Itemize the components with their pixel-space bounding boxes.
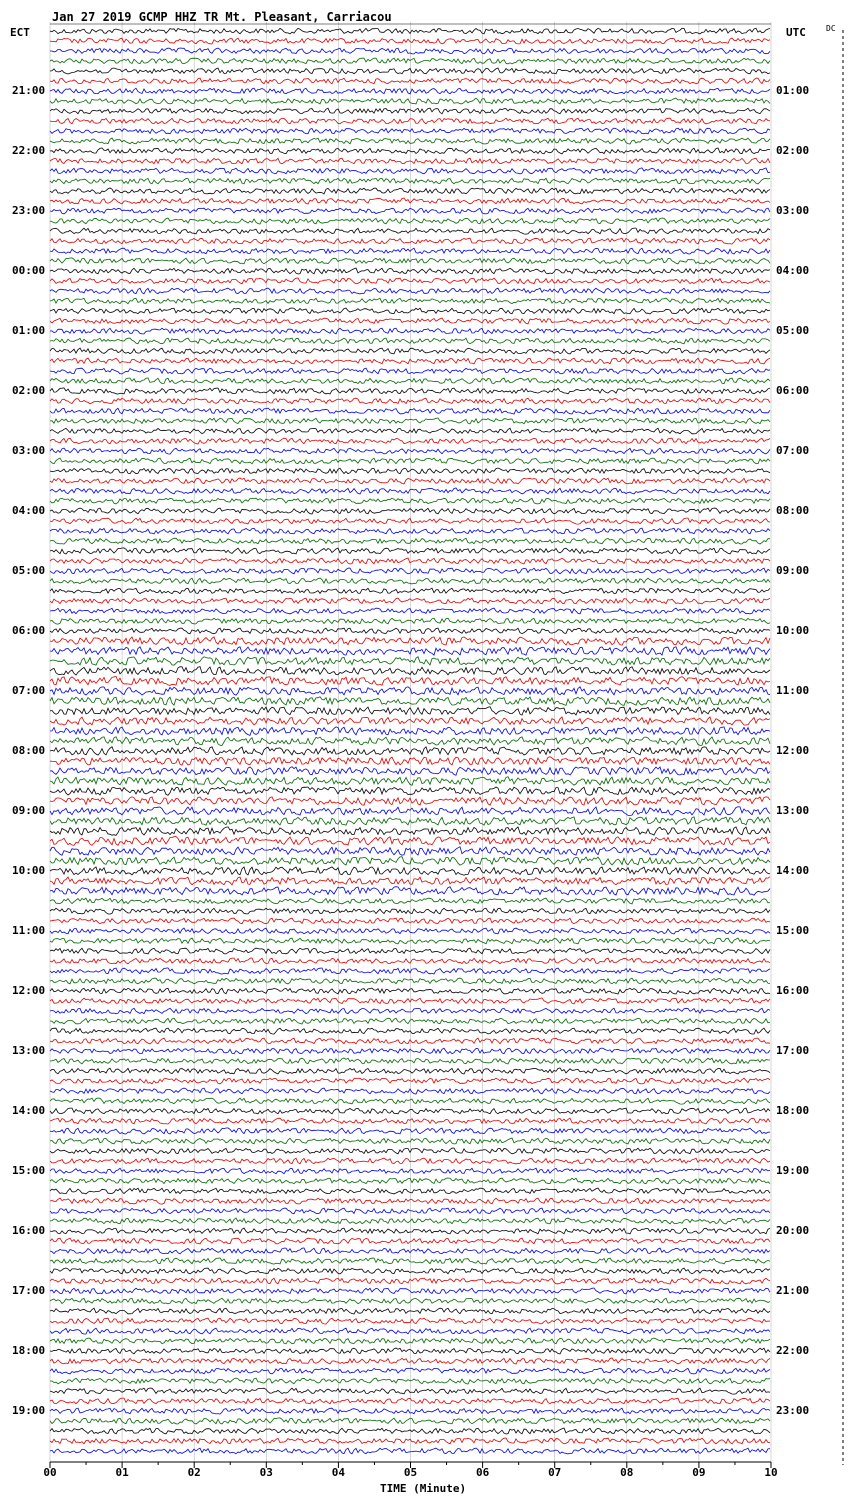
seismic-trace [50,358,770,364]
seismic-trace [50,797,770,806]
right-time-label: 06:00 [776,384,810,397]
right-time-label: 23:00 [776,1404,810,1417]
seismic-trace [50,468,770,474]
seismic-trace [50,887,770,896]
seismic-trace [50,1048,770,1054]
seismic-trace [50,518,770,524]
seismic-trace [50,1428,770,1434]
seismic-trace [50,578,770,584]
right-time-label: 12:00 [776,744,810,757]
seismic-trace [50,938,770,944]
right-time-label: 02:00 [776,144,810,157]
seismic-trace [50,88,770,94]
left-time-label: 00:00 [12,264,46,277]
seismic-trace [50,727,770,736]
seismic-trace [50,428,770,434]
seismic-trace [50,108,770,114]
seismic-trace [50,1378,770,1384]
x-tick-label: 07 [548,1466,562,1479]
left-time-label: 22:00 [12,144,46,157]
seismic-trace [50,78,770,84]
right-time-label: 09:00 [776,564,810,577]
seismic-trace [50,1388,770,1394]
seismic-trace [50,398,770,404]
seismic-trace [50,118,770,124]
seismic-trace [50,38,770,44]
seismic-trace [50,1198,770,1204]
seismic-trace [50,1158,770,1164]
right-time-label: 20:00 [776,1224,810,1237]
seismic-trace [50,1338,770,1344]
x-tick-label: 09 [692,1466,706,1479]
seismic-trace [50,1078,770,1084]
seismic-trace [50,368,770,374]
seismic-trace [50,1318,770,1324]
seismic-trace [50,1298,770,1304]
seismic-trace [50,1138,770,1144]
seismic-trace [50,498,770,504]
x-tick-label: 04 [331,1466,346,1479]
left-time-label: 18:00 [12,1344,46,1357]
left-time-label: 14:00 [12,1104,46,1117]
x-tick-label: 08 [620,1466,634,1479]
left-time-label: 11:00 [12,924,46,937]
seismic-trace [50,1008,770,1014]
seismic-trace [50,697,770,706]
seismic-trace [50,288,770,294]
right-timezone-label: UTC [786,26,806,39]
seismic-trace [50,328,770,334]
seismic-trace [50,308,770,314]
left-time-label: 03:00 [12,444,46,457]
seismic-trace [50,338,770,344]
left-time-label: 04:00 [12,504,46,517]
seismic-trace [50,958,770,964]
seismic-trace [50,1038,770,1044]
seismic-trace [50,1398,770,1404]
left-timezone-label: ECT [10,26,30,39]
seismic-trace [50,68,770,74]
seismic-trace [50,628,770,634]
seismic-trace [50,637,770,645]
seismic-trace [50,1348,770,1354]
seismic-trace [50,168,770,174]
seismic-trace [50,968,770,974]
seismic-trace [50,598,770,604]
seismic-trace [50,1448,770,1454]
left-time-label: 17:00 [12,1284,46,1297]
seismic-trace [50,1368,770,1374]
seismic-trace [50,318,770,324]
seismic-trace [50,298,770,304]
right-time-label: 17:00 [776,1044,810,1057]
seismic-trace [50,757,770,765]
seismic-trace [50,1308,770,1314]
seismic-trace [50,1118,770,1124]
left-time-label: 15:00 [12,1164,46,1177]
seismic-trace [50,1358,770,1364]
seismic-trace [50,528,770,534]
seismic-trace [50,948,770,954]
seismic-trace [50,48,770,54]
seismic-trace [50,208,770,214]
seismic-trace [50,128,770,134]
seismic-trace [50,478,770,484]
seismic-trace [50,988,770,994]
left-time-label: 06:00 [12,624,46,637]
seismic-trace [50,1098,770,1104]
x-tick-label: 02 [187,1466,201,1479]
seismic-trace [50,1408,770,1414]
right-time-label: 03:00 [776,204,810,217]
seismic-trace [50,787,770,795]
x-tick-label: 03 [259,1466,273,1479]
right-time-label: 13:00 [776,804,810,817]
right-time-label: 01:00 [776,84,810,97]
seismic-trace [50,218,770,224]
seismic-trace [50,58,770,64]
seismic-trace [50,138,770,144]
seismic-trace [50,378,770,384]
seismic-trace [50,687,770,695]
seismic-trace [50,777,770,786]
seismic-trace [50,1128,770,1134]
seismic-trace [50,608,770,614]
seismic-trace [50,1208,770,1214]
seismic-trace [50,238,770,244]
left-time-label: 01:00 [12,324,46,337]
seismic-trace [50,408,770,414]
seismic-trace [50,1068,770,1074]
seismic-trace [50,248,770,254]
left-time-label: 02:00 [12,384,46,397]
seismic-trace [50,717,770,725]
seismic-trace [50,1178,770,1184]
seismic-trace [50,677,770,686]
seismic-trace [50,228,770,234]
seismic-trace [50,857,770,865]
left-time-label: 23:00 [12,204,46,217]
seismic-trace [50,588,770,594]
x-axis-label: TIME (Minute) [380,1482,467,1495]
seismic-trace [50,268,770,274]
seismic-trace [50,1438,770,1444]
seismic-trace [50,1028,770,1034]
seismic-trace [50,1418,770,1424]
seismic-trace [50,1168,770,1174]
left-time-label: 07:00 [12,684,46,697]
seismic-trace [50,438,770,444]
seismic-trace [50,558,770,564]
right-time-label: 05:00 [776,324,810,337]
seismic-trace [50,827,770,836]
seismic-trace [50,348,770,354]
seismic-trace [50,178,770,184]
seismic-trace [50,1108,770,1114]
seismic-traces [50,28,770,1454]
right-time-label: 18:00 [776,1104,810,1117]
seismic-trace [50,198,770,204]
seismic-trace [50,867,770,875]
right-time-label: 21:00 [776,1284,810,1297]
seismic-trace [50,918,770,924]
seismic-trace [50,1058,770,1064]
seismic-trace [50,188,770,194]
seismic-trace [50,1148,770,1154]
seismic-trace [50,1268,770,1274]
left-time-label: 08:00 [12,744,46,757]
left-time-label: 10:00 [12,864,46,877]
left-time-label: 05:00 [12,564,46,577]
seismic-trace [50,1278,770,1284]
seismic-trace [50,747,770,755]
seismic-trace [50,1288,770,1294]
seismic-trace [50,1248,770,1254]
x-tick-label: 00 [43,1466,57,1479]
seismic-trace [50,98,770,104]
right-time-label: 14:00 [776,864,810,877]
seismic-trace [50,1018,770,1024]
left-time-label: 12:00 [12,984,46,997]
seismic-trace [50,1328,770,1334]
minute-gridlines [50,22,771,1462]
seismic-trace [50,28,770,34]
seismic-trace [50,448,770,454]
left-time-label: 13:00 [12,1044,46,1057]
right-time-label: 15:00 [776,924,810,937]
right-time-label: 08:00 [776,504,810,517]
seismic-trace [50,1258,770,1264]
x-tick-label: 06 [475,1466,490,1479]
x-tick-label: 10 [764,1466,778,1479]
seismic-trace [50,847,770,856]
left-time-label: 16:00 [12,1224,46,1237]
x-tick-label: 05 [403,1466,418,1479]
seismic-trace [50,388,770,394]
seismic-trace [50,1188,770,1194]
seismic-trace [50,458,770,464]
seismic-trace [50,548,770,554]
left-time-label: 19:00 [12,1404,46,1417]
right-time-label: 10:00 [776,624,810,637]
x-tick-label: 01 [115,1466,129,1479]
seismic-trace [50,998,770,1004]
seismic-trace [50,148,770,154]
seismic-trace [50,1228,770,1234]
seismic-trace [50,1218,770,1224]
right-time-label: 19:00 [776,1164,810,1177]
seismic-trace [50,898,770,904]
left-time-label: 21:00 [12,84,46,97]
seismic-trace [50,877,770,885]
seismic-trace [50,508,770,514]
seismic-trace [50,158,770,164]
seismic-trace [50,418,770,424]
seismic-trace [50,707,770,715]
seismic-trace [50,667,770,676]
right-time-label: 22:00 [776,1344,810,1357]
seismic-trace [50,1238,770,1244]
chart-title: Jan 27 2019 GCMP HHZ TR Mt. Pleasant, Carriacou [52,10,392,24]
left-time-label: 09:00 [12,804,46,817]
seismic-trace [50,978,770,984]
dc-label: DC [826,24,836,33]
right-time-label: 11:00 [776,684,810,697]
seismic-trace [50,1088,770,1094]
seismic-trace [50,908,770,914]
seismic-trace [50,807,770,816]
right-time-label: 07:00 [776,444,810,457]
seismic-trace [50,258,770,264]
seismic-trace [50,817,770,825]
right-time-label: 16:00 [776,984,810,997]
seismic-trace [50,647,770,655]
seismic-trace [50,488,770,494]
seismic-trace [50,538,770,544]
seismic-trace [50,767,770,776]
seismic-trace [50,568,770,574]
seismic-trace [50,928,770,934]
seismic-trace [50,737,770,746]
seismic-trace [50,837,770,846]
right-time-label: 04:00 [776,264,810,277]
seismic-trace [50,618,770,624]
seismic-trace [50,278,770,284]
seismic-trace [50,657,770,665]
